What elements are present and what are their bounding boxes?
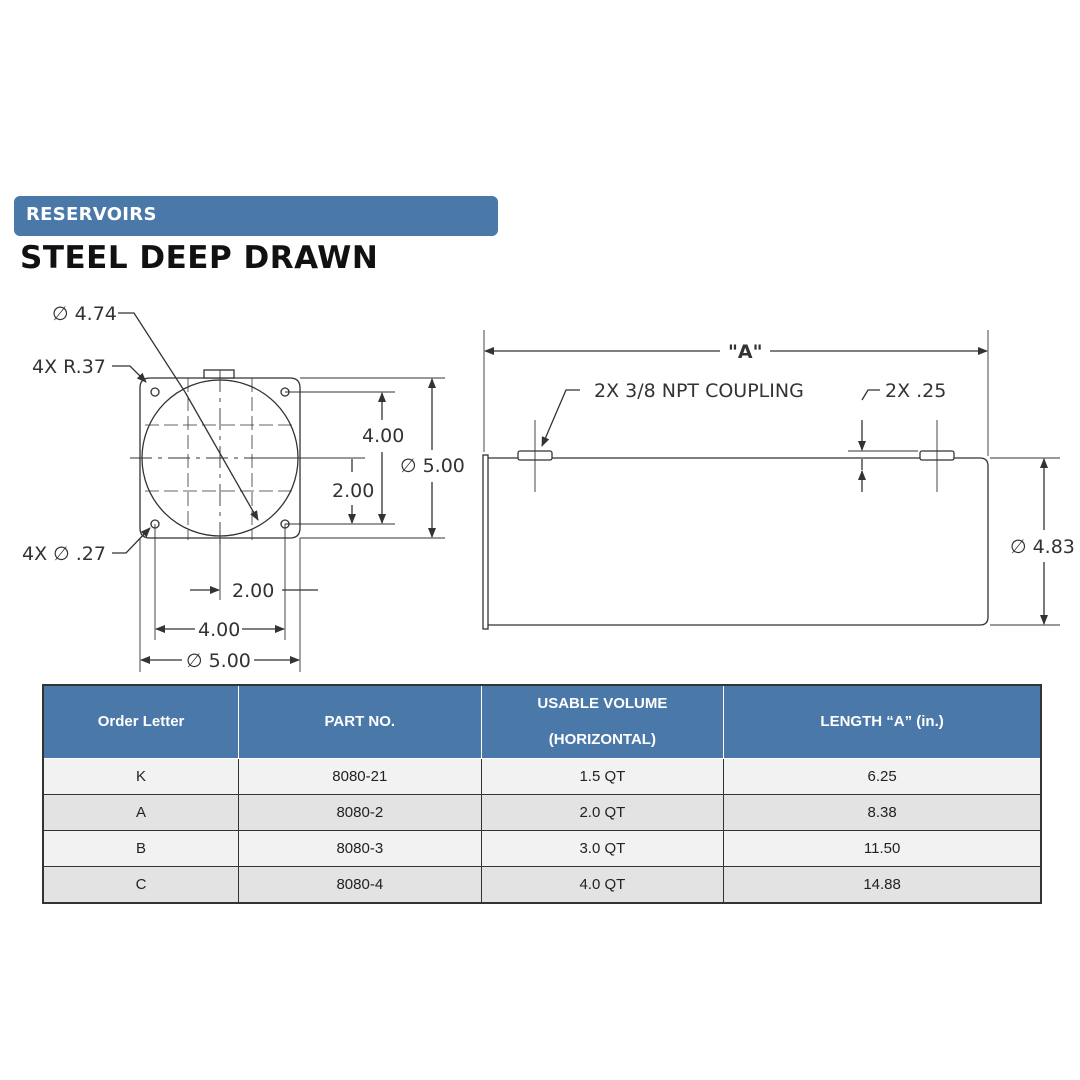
table-header-row — [43, 685, 1041, 759]
reservoir-body — [488, 458, 988, 625]
page-title: STEEL DEEP DRAWN — [20, 240, 379, 276]
horizontal-overall-dim: ∅ 5.00 — [186, 650, 251, 672]
cell-part: 8080-3 — [239, 831, 481, 867]
top-coupling — [204, 370, 234, 378]
horizontal-outer-dim: 4.00 — [198, 619, 241, 641]
header-usable-volume: USABLE VOLUME (HORIZONTAL) — [481, 685, 724, 759]
side-view-labels — [594, 341, 1075, 558]
cell-volume: 4.0 QT — [481, 867, 724, 904]
bolt-hole — [151, 388, 159, 396]
end-view — [112, 313, 445, 672]
table-row — [43, 759, 1041, 795]
end-view-labels — [22, 303, 465, 672]
cell-volume: 2.0 QT — [481, 795, 724, 831]
vertical-outer-dim: 4.00 — [362, 425, 405, 447]
vertical-overall-dim: ∅ 5.00 — [400, 455, 465, 477]
outer-diameter-label: ∅ 4.74 — [52, 303, 117, 325]
cell-order: A — [43, 795, 239, 831]
body-diameter-label: ∅ 4.83 — [1010, 536, 1075, 558]
table-row — [43, 867, 1041, 904]
length-a-label: "A" — [728, 341, 763, 363]
category-label: RESERVOIRS — [26, 204, 157, 225]
cell-length: 6.25 — [724, 759, 1041, 795]
cell-order: B — [43, 831, 239, 867]
cell-part: 8080-2 — [239, 795, 481, 831]
coupling-height-label: 2X .25 — [885, 380, 947, 402]
cell-length: 8.38 — [724, 795, 1041, 831]
vertical-inner-dim: 2.00 — [332, 480, 375, 502]
cell-order: K — [43, 759, 239, 795]
coupling-label: 2X 3/8 NPT COUPLING — [594, 380, 804, 402]
horizontal-inner-dim: 2.00 — [232, 580, 275, 602]
table-row — [43, 831, 1041, 867]
cell-length: 11.50 — [724, 831, 1041, 867]
cell-order: C — [43, 867, 239, 904]
header-length-a: LENGTH “A” (in.) — [724, 685, 1041, 759]
flange-edge — [483, 455, 488, 629]
cell-part: 8080-4 — [239, 867, 481, 904]
header-order-letter: Order Letter — [43, 685, 239, 759]
cell-part: 8080-21 — [239, 759, 481, 795]
header-part-no: PART NO. — [239, 685, 481, 759]
cell-length: 14.88 — [724, 867, 1041, 904]
parts-table — [42, 684, 1042, 904]
side-view — [483, 330, 1060, 629]
hole-diameter-label: 4X ∅ .27 — [22, 543, 106, 565]
cell-volume: 1.5 QT — [481, 759, 724, 795]
corner-radius-label: 4X R.37 — [32, 356, 106, 378]
table-row — [43, 795, 1041, 831]
cell-volume: 3.0 QT — [481, 831, 724, 867]
